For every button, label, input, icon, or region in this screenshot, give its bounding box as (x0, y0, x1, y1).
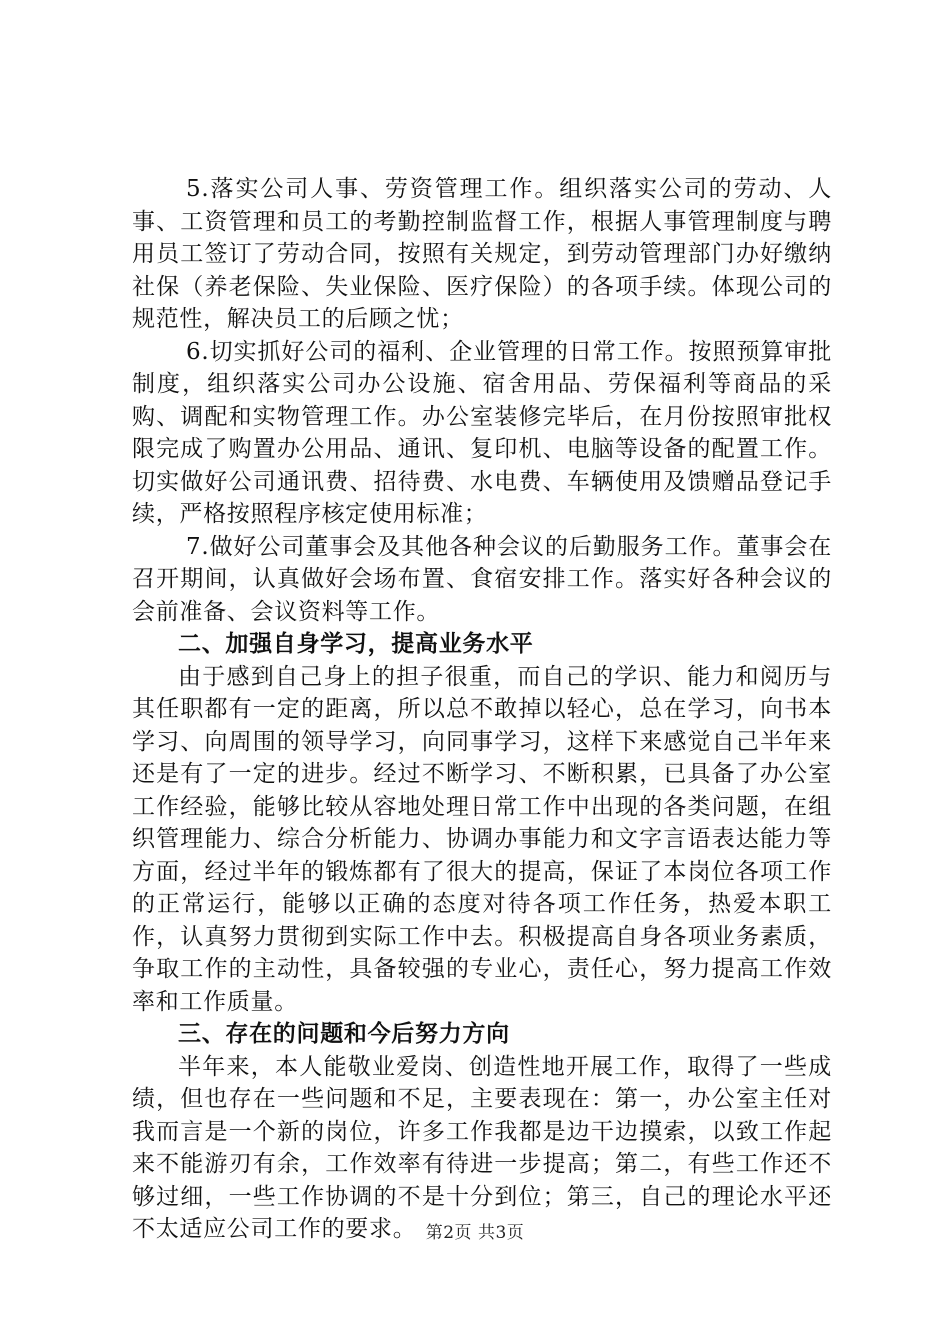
paragraph-study: 由于感到自己身上的担子很重，而自己的学识、能力和阅历与其任职都有一定的距离，所以总不敢掉以轻心，总在学习，向书本学习、向周围的领导学习，向同事学习，这样下来感觉自己半年来还是有了一定的进步。经过不断学习、不断积累，已具备了办公室工作经验，能够比较从容地处理日常工作中出现的各类问题，在组织管理能力、综合分析能力、协调办事能力和文字言语表达能力等方面，经过半年的锻炼都有了很大的提高，保证了本岗位各项工作的正常运行，能够以正确的态度对待各项工作任务，热爱本职工作，认真努力贯彻到实际工作中去。积极提高自身各项业务素质，争取工作的主动性，具备较强的专业心，责任心，努力提高工作效率和工作质量。 (132, 663, 832, 1015)
section-heading-2: 二、加强自身学习，提高业务水平 (178, 630, 534, 657)
section-heading-3: 三、存在的问题和今后努力方向 (178, 1020, 510, 1047)
page-footer: 第2页 共3页 (425, 1223, 525, 1243)
paragraph-problems: 半年来，本人能敬业爱岗、创造性地开展工作，取得了一些成绩，但也存在一些问题和不足，主要表现在：第一，办公室主任对我而言是一个新的岗位，许多工作我都是边干边摸索，以致工作起来不能游刃有余，工作效率有待进一步提高；第二，有些工作还不够过细，一些工作协调的不是十分到位；第三，自己的理论水平还不太适应公司工作的要求。 (132, 1053, 832, 1242)
list-item-5: 5.落实公司人事、劳资管理工作。组织落实公司的劳动、人事、工资管理和员工的考勤控制监督工作，根据人事管理制度与聘用员工签订了劳动合同，按照有关规定，到劳动管理部门办好缴纳社保（养老保险、失业保险、医疗保险）的各项手续。体现公司的规范性，解决员工的后顾之忧； (132, 176, 832, 332)
list-item-7: 7.做好公司董事会及其他各种会议的后勤服务工作。董事会在召开期间，认真做好会场布置、食宿安排工作。落实好各种会议的会前准备、会议资料等工作。 (132, 533, 832, 625)
list-item-6: 6.切实抓好公司的福利、企业管理的日常工作。按照预算审批制度，组织落实公司办公设施、宿舍用品、劳保福利等商品的采购、调配和实物管理工作。办公室装修完毕后，在月份按照审批权限完成了购置办公用品、通讯、复印机、电脑等设备的配置工作。切实做好公司通讯费、招待费、水电费、车辆使用及馈赠品登记手续，严格按照程序核定使用标准； (132, 338, 832, 527)
document-body (132, 173, 832, 1246)
